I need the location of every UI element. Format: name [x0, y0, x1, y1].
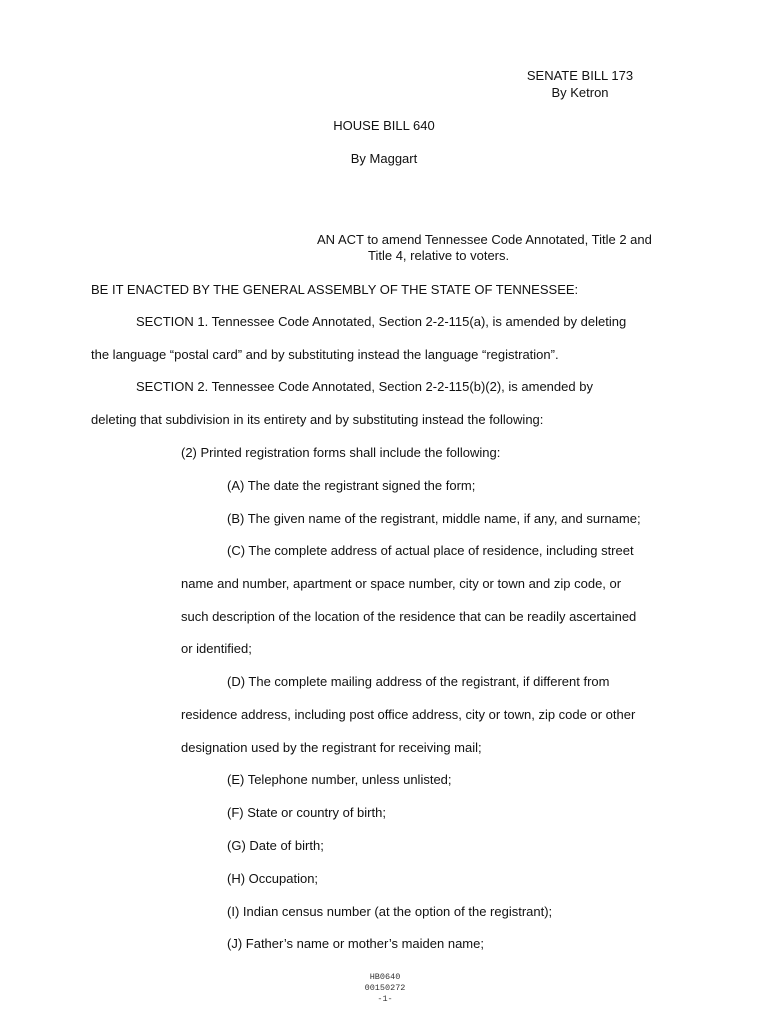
section-2-line-2: deleting that subdivision in its entirety and by substituting instead the following: [91, 412, 544, 427]
footer-page-number: -1- [377, 994, 393, 1004]
item-f: (F) State or country of birth; [227, 805, 386, 820]
act-caption-line-2: Title 4, relative to voters. [368, 248, 510, 263]
act-caption-line-1: AN ACT to amend Tennessee Code Annotated, Title 2 and [317, 232, 652, 247]
item-e: (E) Telephone number, unless unlisted; [227, 772, 452, 787]
house-bill-number: HOUSE BILL 640 [333, 118, 435, 133]
item-a: (A) The date the registrant signed the form; [227, 478, 476, 493]
item-c-line-1: (C) The complete address of actual place of residence, including street [227, 543, 634, 558]
subdivision-intro: (2) Printed registration forms shall include the following: [181, 445, 501, 460]
item-d-line-2: residence address, including post office address, city or town, zip code or other [181, 707, 636, 722]
footer-bill-code: HB0640 [369, 972, 401, 982]
senate-bill-number: SENATE BILL 173 [526, 68, 634, 83]
item-i: (I) Indian census number (at the option of the registrant); [227, 904, 553, 919]
item-d-line-1: (D) The complete mailing address of the registrant, if different from [227, 674, 610, 689]
item-c-line-2: name and number, apartment or space number, city or town and zip code, or [181, 576, 622, 591]
item-d-line-3: designation used by the registrant for receiving mail; [181, 740, 482, 755]
section-2-line-1: SECTION 2. Tennessee Code Annotated, Section 2-2-115(b)(2), is amended by [136, 379, 593, 394]
item-j: (J) Father’s name or mother’s maiden name; [227, 936, 484, 951]
senate-bill-sponsor: By Ketron [551, 85, 609, 100]
section-1-line-2: the language “postal card” and by substituting instead the language “registration”. [91, 347, 559, 362]
section-1-line-1: SECTION 1. Tennessee Code Annotated, Section 2-2-115(a), is amended by deleting [136, 314, 627, 329]
house-bill-sponsor: By Maggart [350, 151, 418, 166]
item-b: (B) The given name of the registrant, middle name, if any, and surname; [227, 511, 641, 526]
footer-doc-number: 00150272 [364, 983, 406, 993]
enacting-clause: BE IT ENACTED BY THE GENERAL ASSEMBLY OF THE STATE OF TENNESSEE: [91, 282, 579, 297]
item-c-line-3: such description of the location of the residence that can be readily ascertained [181, 609, 637, 624]
item-g: (G) Date of birth; [227, 838, 324, 853]
item-c-line-4: or identified; [181, 641, 252, 656]
item-h: (H) Occupation; [227, 871, 319, 886]
